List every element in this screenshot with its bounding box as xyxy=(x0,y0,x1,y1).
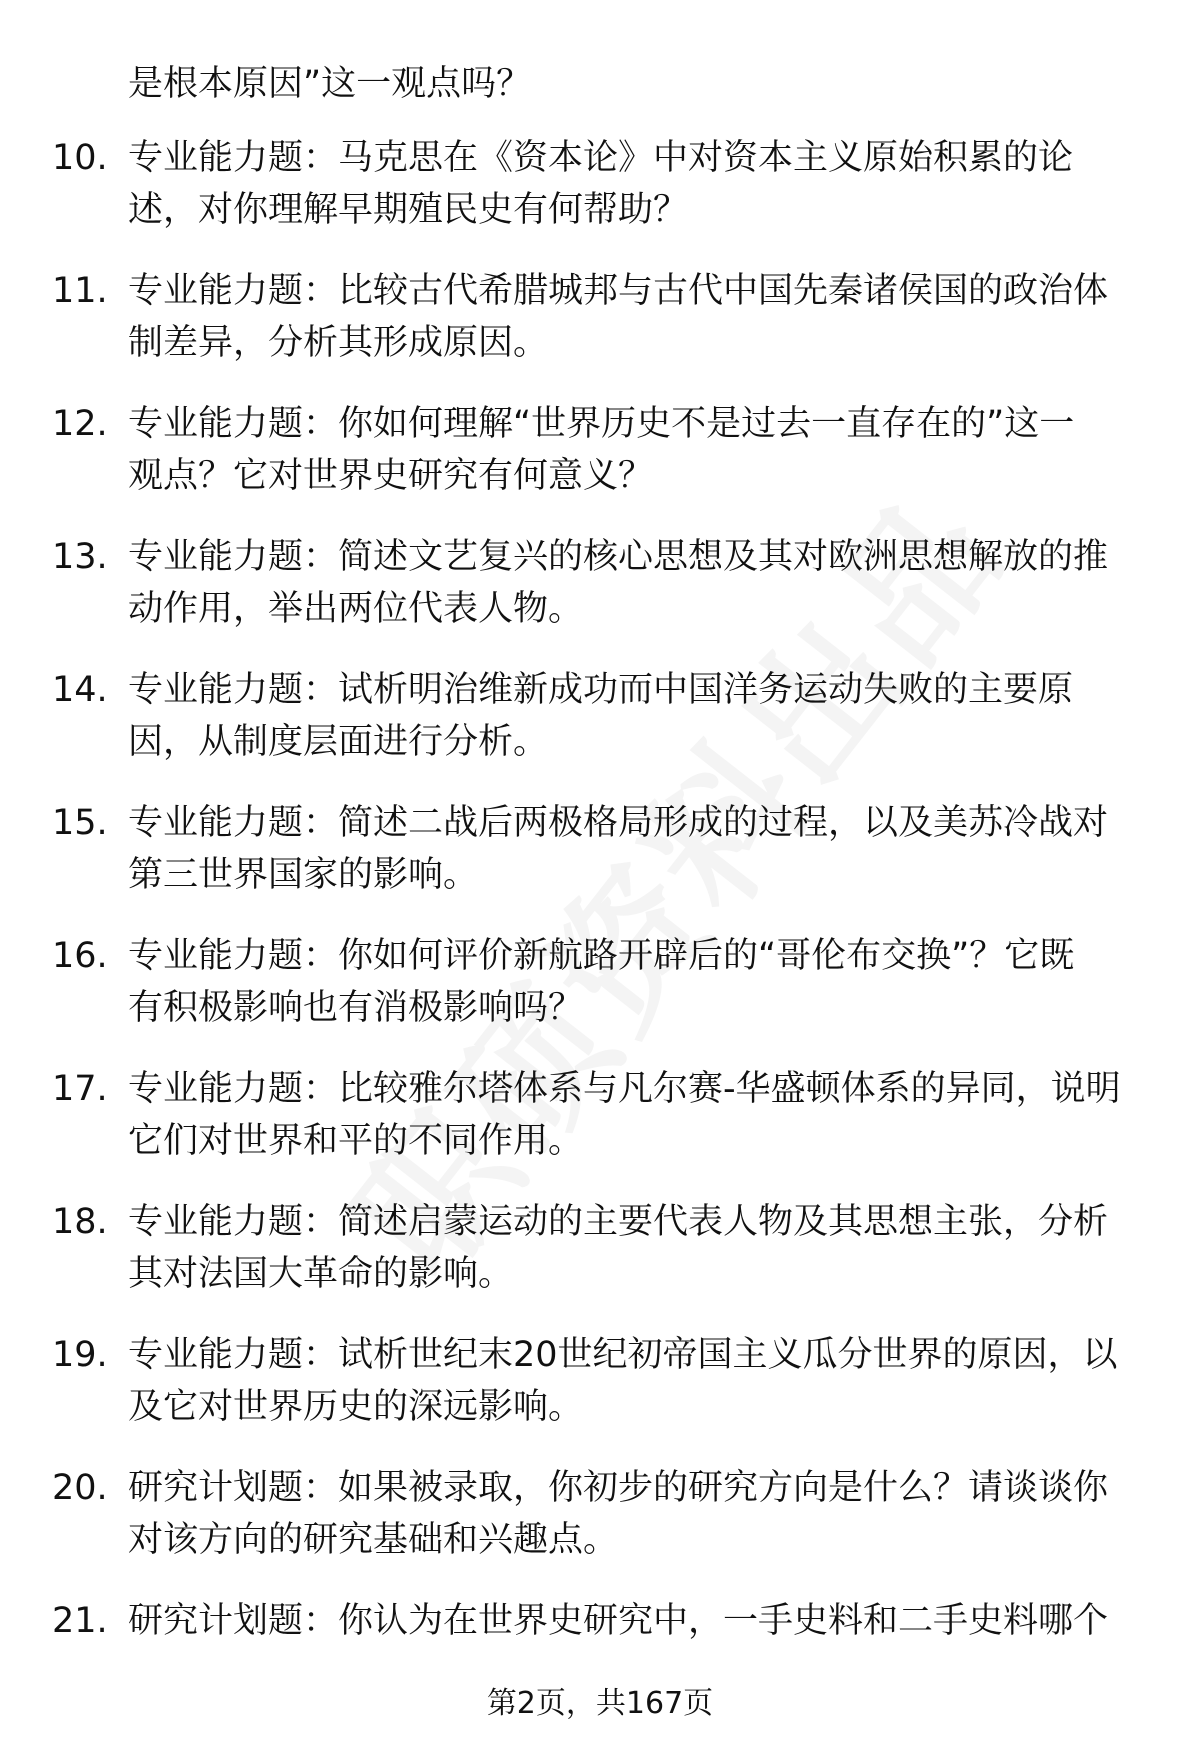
question-text xyxy=(128,1462,1168,1566)
question-text-line: 其对法国大革命的影响。 xyxy=(128,1254,514,1294)
question-text-line: 研究计划题：如果被录取，你初步的研究方向是什么？请谈谈你 xyxy=(128,1468,1109,1508)
question-number: 20. xyxy=(52,1468,108,1508)
question-text-line: 动作用，举出两位代表人物。 xyxy=(128,589,584,629)
question-text xyxy=(128,132,1168,236)
question-text-line: 研究计划题：你认为在世界史研究中，一手史料和二手史料哪个 xyxy=(128,1601,1109,1641)
question-item xyxy=(0,1462,1200,1595)
question-text-line: 专业能力题：比较古代希腊城邦与古代中国先秦诸侯国的政治体 xyxy=(128,271,1109,311)
question-text xyxy=(128,930,1168,1034)
question-text xyxy=(128,265,1168,369)
question-text xyxy=(128,1063,1168,1167)
question-text-line: 专业能力题：比较雅尔塔体系与凡尔赛-华盛顿体系的异同，说明 xyxy=(128,1069,1121,1109)
question-text-line: 第三世界国家的影响。 xyxy=(128,855,479,895)
question-text-line: 专业能力题：你如何理解“世界历史不是过去一直存在的”这一 xyxy=(128,404,1075,444)
question-text xyxy=(128,797,1168,901)
question-number: 15. xyxy=(52,803,108,843)
question-text-line: 专业能力题：试析明治维新成功而中国洋务运动失败的主要原 xyxy=(128,670,1074,710)
question-item xyxy=(0,398,1200,531)
question-item xyxy=(0,664,1200,797)
question-number: 16. xyxy=(52,936,108,976)
question-text-line: 述，对你理解早期殖民史有何帮助？ xyxy=(128,190,689,230)
question-text-line: 专业能力题：简述文艺复兴的核心思想及其对欧洲思想解放的推 xyxy=(128,537,1109,577)
question-number: 18. xyxy=(52,1202,108,1242)
question-text xyxy=(128,1595,1168,1647)
continued-question-text: 是根本原因”这一观点吗？ xyxy=(128,64,532,104)
question-text-line: 制差异，分析其形成原因。 xyxy=(128,323,549,363)
question-text-line: 专业能力题：马克思在《资本论》中对资本主义原始积累的论 xyxy=(128,138,1074,178)
question-text-line: 专业能力题：试析世纪末20世纪初帝国主义瓜分世界的原因，以 xyxy=(128,1335,1118,1375)
question-text xyxy=(128,1196,1168,1300)
question-item xyxy=(0,265,1200,398)
page-footer: 第2页，共167页 xyxy=(486,1686,714,1721)
question-number: 19. xyxy=(52,1335,108,1375)
question-text-line: 专业能力题：你如何评价新航路开辟后的“哥伦布交换”？它既 xyxy=(128,936,1075,976)
question-number: 21. xyxy=(52,1601,108,1641)
question-item xyxy=(0,1196,1200,1329)
question-item xyxy=(0,531,1200,664)
question-number: 17. xyxy=(52,1069,108,1109)
question-text xyxy=(128,531,1168,635)
question-number: 10. xyxy=(52,138,108,178)
question-text-line: 观点？它对世界史研究有何意义？ xyxy=(128,456,654,496)
question-text-line: 专业能力题：简述二战后两极格局形成的过程，以及美苏冷战对 xyxy=(128,803,1109,843)
question-item xyxy=(0,132,1200,265)
question-number: 12. xyxy=(52,404,108,444)
question-number: 13. xyxy=(52,537,108,577)
question-list xyxy=(0,132,1200,1728)
question-text xyxy=(128,1329,1168,1433)
question-number: 14. xyxy=(52,670,108,710)
question-item xyxy=(0,1063,1200,1196)
question-text xyxy=(128,398,1168,502)
question-text-line: 专业能力题：简述启蒙运动的主要代表人物及其思想主张，分析 xyxy=(128,1202,1109,1242)
question-item xyxy=(0,1329,1200,1462)
question-item xyxy=(0,797,1200,930)
question-text-line: 因，从制度层面进行分析。 xyxy=(128,722,549,762)
question-text xyxy=(128,664,1168,768)
question-text-line: 及它对世界历史的深远影响。 xyxy=(128,1387,584,1427)
question-text-line: 它们对世界和平的不同作用。 xyxy=(128,1121,584,1161)
question-number: 11. xyxy=(52,271,108,311)
question-text-line: 对该方向的研究基础和兴趣点。 xyxy=(128,1520,619,1560)
question-item xyxy=(0,930,1200,1063)
question-text-line: 有积极影响也有消极影响吗？ xyxy=(128,988,584,1028)
